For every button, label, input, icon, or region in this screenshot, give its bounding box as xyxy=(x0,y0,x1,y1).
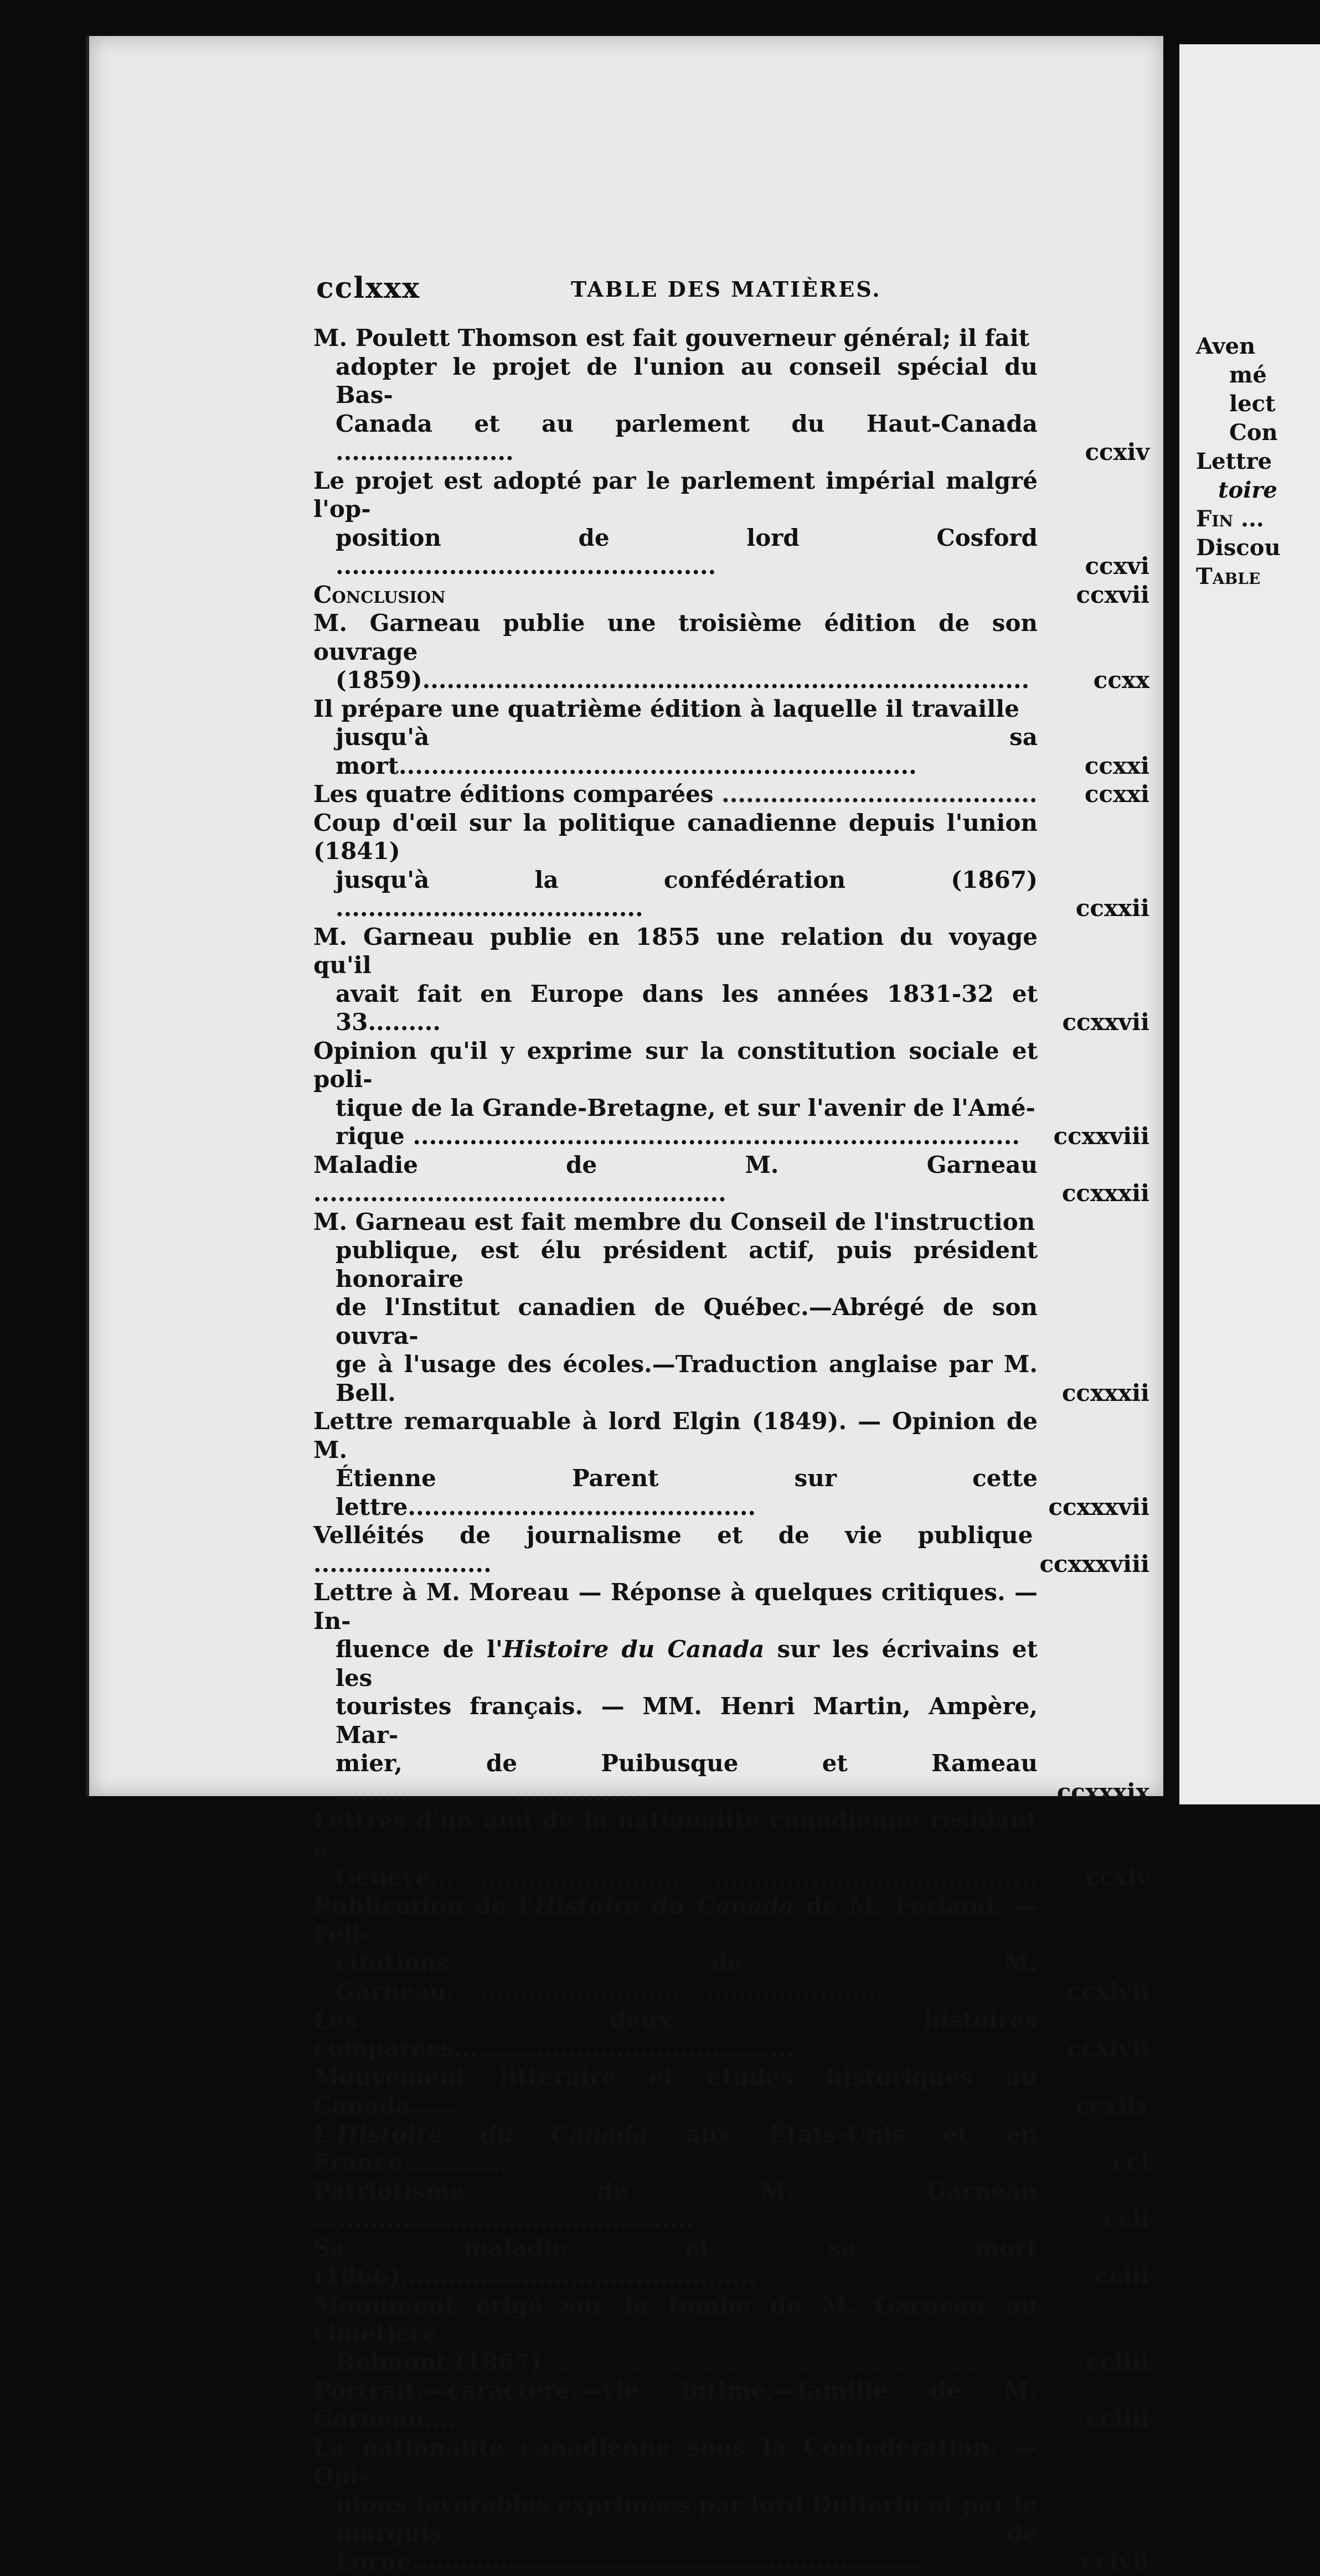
toc-entry xyxy=(313,695,1149,780)
toc-entry xyxy=(313,1151,1149,1208)
toc-page-reference: cclvii xyxy=(1081,2548,1149,2575)
toc-entry-title xyxy=(313,1151,1044,1208)
toc-entry-title xyxy=(313,2120,1044,2177)
toc-entry-title xyxy=(313,1037,1044,1151)
toc-entry xyxy=(313,2063,1149,2120)
toc-page-reference: ccxxxix xyxy=(1056,1778,1149,1806)
left-page xyxy=(86,36,1163,2575)
toc-entry-line: tique de la Grande-Bretagne, et sur l'avenir de l'Amé- xyxy=(336,1094,1035,1121)
toc-entry-line: Le projet est adopté par le parlement impérial malgré l'op- xyxy=(313,467,1038,523)
facing-page-line: mé xyxy=(1229,362,1267,388)
toc-entry-line: Étienne Parent sur cette lettre........................................... xyxy=(336,1465,1038,1520)
toc-entry xyxy=(313,324,1149,467)
toc-entry-title xyxy=(313,467,1044,581)
toc-entry xyxy=(313,780,1149,809)
toc-entry-line: M. Poulett Thomson est fait gouverneur général; il fait xyxy=(313,324,1030,351)
toc-entry xyxy=(313,609,1149,695)
toc-entry-line: nions favorables exprimées par lord Dufferin et par le xyxy=(336,2491,1038,2518)
toc-entry xyxy=(313,2177,1149,2234)
toc-entry-line: Monument érigé sur la tombe de M. Garneau au cimetière xyxy=(313,2291,1038,2347)
toc-page-reference: ccxxxii xyxy=(1061,1379,1149,1406)
toc-entry-title xyxy=(313,1578,1044,1806)
toc-entry xyxy=(313,2234,1149,2291)
toc-entry-title xyxy=(313,2063,1044,2120)
toc-entry-line: Genève........................................................................... xyxy=(336,1864,1038,1891)
facing-page-line: Discou xyxy=(1196,535,1281,561)
toc-entry-line: Mouvement littéraire et études historiques au Canada...... xyxy=(313,2063,1038,2119)
toc-entry-line: Conclusion xyxy=(313,581,446,608)
toc-page-reference: ccxxvii xyxy=(1062,1008,1149,1036)
toc-page-reference: ccliii xyxy=(1086,2348,1149,2376)
toc-page-reference: ccxlvii xyxy=(1067,2035,1149,2062)
toc-entry-line: Sa maladie et sa mort (1866)............................................ xyxy=(313,2234,1038,2290)
toc-page-reference: ccliii xyxy=(1086,2405,1149,2433)
toc-entry-title xyxy=(313,1208,1044,1408)
toc-page-reference: ccxxxviii xyxy=(1039,1550,1149,1577)
toc-entry-line: marquis de Lorne............................................................... xyxy=(336,2519,1038,2575)
toc-entry-line: de l'Institut canadien de Québec.—Abrégé de son ouvra- xyxy=(336,1294,1038,1349)
toc-entry-title xyxy=(313,581,1044,609)
toc-entry-line: Coup d'œil sur la politique canadienne depuis l'union (1841) xyxy=(313,809,1038,865)
facing-page-line: Lettre xyxy=(1196,448,1272,474)
toc-entry-title xyxy=(313,780,1044,809)
toc-entry-line: M. Garneau publie en 1855 une relation du voyage qu'il xyxy=(313,923,1038,979)
toc-entry-line: rique ........................................................................... xyxy=(336,1123,1020,1150)
toc-page-reference: ccxiv xyxy=(1085,438,1149,465)
toc-entry xyxy=(313,2376,1149,2433)
toc-entry-line: Belmont (1867)............................................................ xyxy=(336,2348,1028,2376)
toc-entry xyxy=(313,923,1149,1037)
toc-entry xyxy=(313,1521,1149,1578)
facing-page-line: lect xyxy=(1229,391,1276,417)
toc-entry-line: La nationalité canadienne sous la Confédération. — Opi- xyxy=(313,2434,1038,2490)
toc-page-reference: ccli xyxy=(1103,2206,1149,2233)
toc-page-reference: ccxx xyxy=(1093,666,1149,694)
toc-entry-title xyxy=(313,695,1044,780)
page-number: cclxxx xyxy=(316,271,421,305)
toc-entry xyxy=(313,467,1149,581)
facing-page-line: Con xyxy=(1229,420,1278,446)
toc-entry-title xyxy=(313,1806,1044,1892)
toc-page-reference: ccxxxvii xyxy=(1048,1493,1149,1520)
toc-entry xyxy=(313,2006,1149,2063)
toc-entry-title xyxy=(313,2291,1044,2377)
toc-entry-title xyxy=(313,324,1044,467)
facing-page-line: Table xyxy=(1196,563,1261,589)
toc-entry-line: publique, est élu président actif, puis président honoraire xyxy=(336,1237,1038,1292)
toc-entry xyxy=(313,1892,1149,2006)
toc-entry-title xyxy=(313,2006,1044,2063)
toc-entry-line: jusqu'à sa mort................................................................ xyxy=(336,723,1038,779)
toc-entry-line: Il prépare une quatrième édition à laquelle il travaille xyxy=(313,695,1019,722)
toc-entry-line: M. Garneau publie une troisième édition de son ouvrage xyxy=(313,609,1038,665)
toc-page-reference: cclii xyxy=(1094,2263,1149,2290)
toc-entry-line: avait fait en Europe dans les années 1831-32 et 33......... xyxy=(336,980,1038,1036)
toc-page-reference: ccl xyxy=(1112,2149,1149,2176)
toc-entry xyxy=(313,1806,1149,1892)
toc-entry-line: Velléités de journalisme et de vie publique ...................... xyxy=(313,1522,1033,1577)
toc-entry-title xyxy=(313,923,1044,1037)
toc-entry-title xyxy=(313,1407,1044,1521)
facing-page-line: Aven xyxy=(1196,333,1256,359)
toc-page-reference: ccxxviii xyxy=(1053,1123,1149,1150)
toc-entry-line: position de lord Cosford ............................................... xyxy=(336,524,1038,580)
toc-entry-line: adopter le projet de l'union au conseil spécial du Bas- xyxy=(336,353,1038,408)
toc-entry xyxy=(313,581,1149,609)
toc-entry-line: M. Garneau est fait membre du Conseil de l'instruction xyxy=(313,1208,1035,1235)
toc-entry-title xyxy=(313,1521,1039,1578)
toc-entry-line: Lettre remarquable à lord Elgin (1849). — Opinion de M. xyxy=(313,1408,1038,1463)
toc-entry-line: Opinion qu'il y exprime sur la constitution sociale et poli- xyxy=(313,1037,1038,1093)
toc-entry-line: Les quatre éditions comparées ....................................... xyxy=(313,780,1038,808)
toc-entry-line: touristes français. — MM. Henri Martin, Ampère, Mar- xyxy=(336,1693,1038,1749)
toc-entry-title xyxy=(313,2177,1044,2234)
toc-entry-line: (1859)........................................................................... xyxy=(336,666,1030,694)
toc-entry-line: citations de M. Garneau...................................................... xyxy=(336,1949,1038,2005)
toc-entry-line: Portrait,—caractère,—vie intime,—famille de M. Garneau.... xyxy=(313,2377,1038,2433)
toc-entry xyxy=(313,2433,1149,2576)
toc-entry-title xyxy=(313,609,1044,695)
toc-entry-line: L'Histoire du Canada aux États-Unis et en France............. xyxy=(313,2120,1038,2176)
toc-entry xyxy=(313,1208,1149,1408)
toc-entry xyxy=(313,2291,1149,2377)
toc-entry-line: Publication de l'Histoire du Canada de M. Ferland. — Féli- xyxy=(313,1892,1038,1948)
facing-page-text xyxy=(1196,332,1281,591)
toc-entry-title xyxy=(313,2376,1044,2433)
toc-page-reference: ccxlvii xyxy=(1067,1978,1149,2005)
toc-entry-line: Lettre à M. Moreau — Réponse à quelques critiques. — In- xyxy=(313,1579,1038,1634)
toc-page-reference: ccxxxii xyxy=(1061,1180,1149,1207)
toc-entry-line: fluence de l'Histoire du Canada sur les écrivains et les xyxy=(336,1636,1038,1692)
toc-entry-line: Lettres d'un ami de la nationalité canadienne résidant à xyxy=(313,1807,1038,1863)
toc-entry-title xyxy=(313,2234,1044,2291)
toc-entry-line: jusqu'à la confédération (1867) ...................................... xyxy=(336,866,1038,922)
toc-entry-title xyxy=(313,809,1044,923)
toc-entry-line: ge à l'usage des écoles.—Traduction anglaise par M. Bell. xyxy=(336,1351,1038,1406)
toc-page-reference: ccxxii xyxy=(1075,894,1149,922)
toc-entry-line: Canada et au parlement du Haut-Canada ...................... xyxy=(336,410,1038,465)
toc-entry-line: mier, de Puibusque et Rameau ...................................... xyxy=(336,1750,1038,1806)
toc-entry-title xyxy=(313,1892,1044,2006)
toc-entry-title xyxy=(313,2433,1044,2576)
toc-entry-line: Patriotisme de M. Garneau ............................................... xyxy=(313,2177,1038,2233)
toc-entry xyxy=(313,1578,1149,1806)
facing-page-line: toire xyxy=(1218,477,1277,503)
facing-page xyxy=(1179,44,1320,1804)
toc-page-reference: ccxxi xyxy=(1084,780,1149,808)
toc-entry xyxy=(313,809,1149,923)
toc-page-reference: ccxlv xyxy=(1085,1864,1149,1891)
page-header xyxy=(316,271,1136,315)
toc-entry xyxy=(313,2120,1149,2177)
facing-page-line: Fin ... xyxy=(1196,506,1264,532)
toc-page-reference: ccxvii xyxy=(1076,581,1149,608)
toc-entry-line: Les deux histoires comparées.......................................... xyxy=(313,2006,1038,2062)
table-of-contents xyxy=(313,324,1149,2576)
toc-page-reference: ccxlix xyxy=(1075,2092,1149,2119)
toc-entry xyxy=(313,1037,1149,1151)
toc-page-reference: ccxvi xyxy=(1085,552,1149,580)
toc-entry xyxy=(313,1407,1149,1521)
running-title: TABLE DES MATIÈRES. xyxy=(571,277,881,302)
toc-entry-line: Maladie de M. Garneau ................................................... xyxy=(313,1151,1038,1207)
toc-page-reference: ccxxi xyxy=(1084,752,1149,779)
